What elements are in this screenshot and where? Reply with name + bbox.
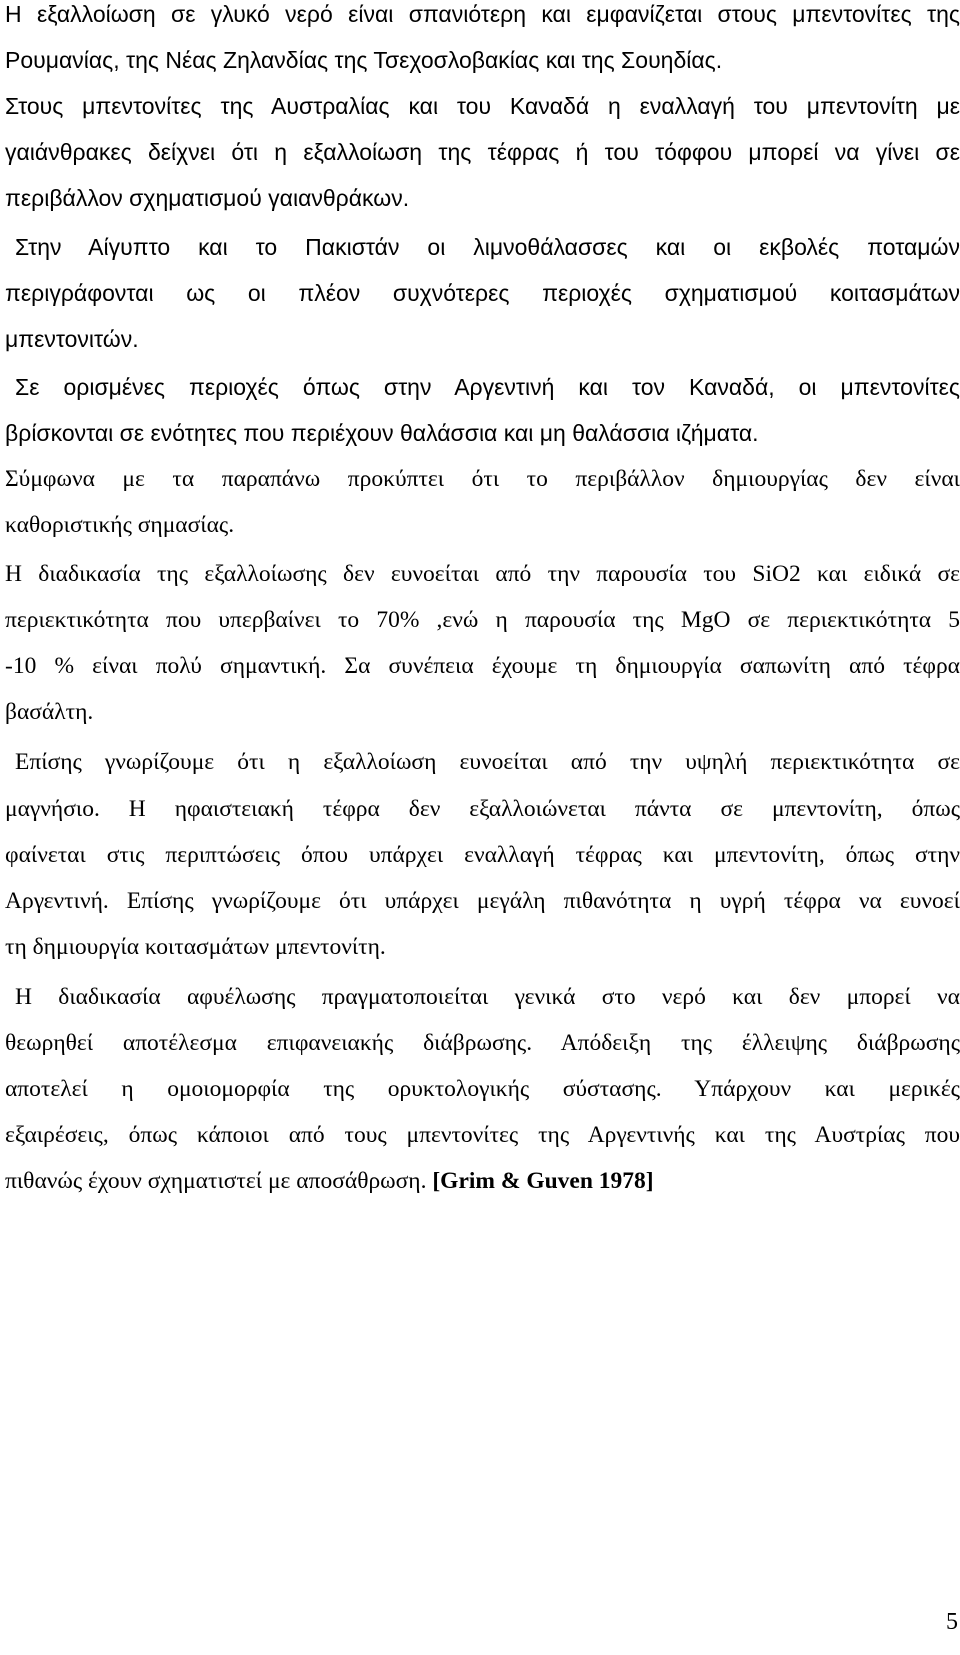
- text-line: καθοριστικής σημασίας.: [5, 512, 235, 538]
- document-page: [5, 0, 960, 1655]
- text-line: περιβάλλον σχηματισμού γαιανθράκων.: [5, 185, 410, 211]
- text-line: Σύμφωνα με τα παραπάνω προκύπτει ότι το περιβάλλον δημιουργίας δεν είναι: [5, 466, 960, 492]
- text-line: μπεντονιτών.: [5, 326, 139, 352]
- text-line: Αργεντινή. Επίσης γνωρίζουμε ότι υπάρχει μεγάλη πιθανότητα η υγρή τέφρα να ευνοεί: [5, 888, 960, 914]
- text-line: περιεκτικότητα που υπερβαίνει το 70% ,ενώ η παρουσία της MgO σε περιεκτικότητα 5: [5, 607, 960, 633]
- text-line: βρίσκονται σε ενότητες που περιέχουν θαλάσσια και μη θαλάσσια ιζήματα.: [5, 420, 759, 446]
- text-line: Επίσης γνωρίζουμε ότι η εξαλλοίωση ευνοείται από την υψηλή περιεκτικότητα σε: [15, 749, 960, 775]
- text-line: γαιάνθρακες δείχνει ότι η εξαλλοίωση της τέφρας ή του τόφφου μπορεί να γίνει σε: [5, 139, 960, 165]
- text-line: Η διαδικασία αφυέλωσης πραγματοποιείται γενικά στο νερό και δεν μπορεί να: [15, 984, 960, 1010]
- text-line: Ρουμανίας, της Νέας Ζηλανδίας της Τσεχοσλοβακίας και της Σουηδίας.: [5, 47, 723, 73]
- text-line: μαγνήσιο. Η ηφαιστειακή τέφρα δεν εξαλλοιώνεται πάντα σε μπεντονίτη, όπως: [5, 796, 960, 822]
- text-line: περιγράφονται ως οι πλέον συχνότερες περιοχές σχηματισμού κοιτασμάτων: [5, 280, 960, 306]
- text-line: Στην Αίγυπτο και το Πακιστάν οι λιμνοθάλασσες και οι εκβολές ποταμών: [15, 234, 960, 260]
- text-line: Σε ορισμένες περιοχές όπως στην Αργεντινή και τον Καναδά, οι μπεντονίτες: [15, 374, 960, 400]
- text-line: Στους μπεντονίτες της Αυστραλίας και του Καναδά η εναλλαγή του μπεντονίτη με: [5, 93, 960, 119]
- text-line: τη δημιουργία κοιτασμάτων μπεντονίτη.: [5, 934, 386, 960]
- text-line: -10 % είναι πολύ σημαντική. Σα συνέπεια έχουμε τη δημιουργία σαπωνίτη από τέφρα: [5, 653, 960, 679]
- text-line: εξαιρέσεις, όπως κάποιοι από τους μπεντονίτες της Αργεντινής και της Αυστρίας που: [5, 1122, 960, 1148]
- text-line: θεωρηθεί αποτέλεσμα επιφανειακής διάβρωσης. Απόδειξη της έλλειψης διάβρωσης: [5, 1030, 960, 1056]
- text-line: Η εξαλλοίωση σε γλυκό νερό είναι σπανιότερη και εμφανίζεται στους μπεντονίτες της: [5, 1, 960, 27]
- citation: [Grim & Guven 1978]: [432, 1168, 654, 1194]
- text-line: αποτελεί η ομοιομορφία της ορυκτολογικής σύστασης. Υπάρχουν και μερικές: [5, 1076, 960, 1102]
- text-line: Η διαδικασία της εξαλλοίωσης δεν ευνοείται από την παρουσία του SiO2 και ειδικά σε: [5, 561, 960, 587]
- page-number: 5: [946, 1609, 958, 1635]
- text-line: [5, 1167, 960, 1195]
- text-line-body: πιθανώς έχουν σχηματιστεί με αποσάθρωση.: [5, 1168, 427, 1194]
- text-line: φαίνεται στις περιπτώσεις όπου υπάρχει εναλλαγή τέφρας και μπεντονίτη, όπως στην: [5, 842, 960, 868]
- text-line: βασάλτη.: [5, 699, 94, 725]
